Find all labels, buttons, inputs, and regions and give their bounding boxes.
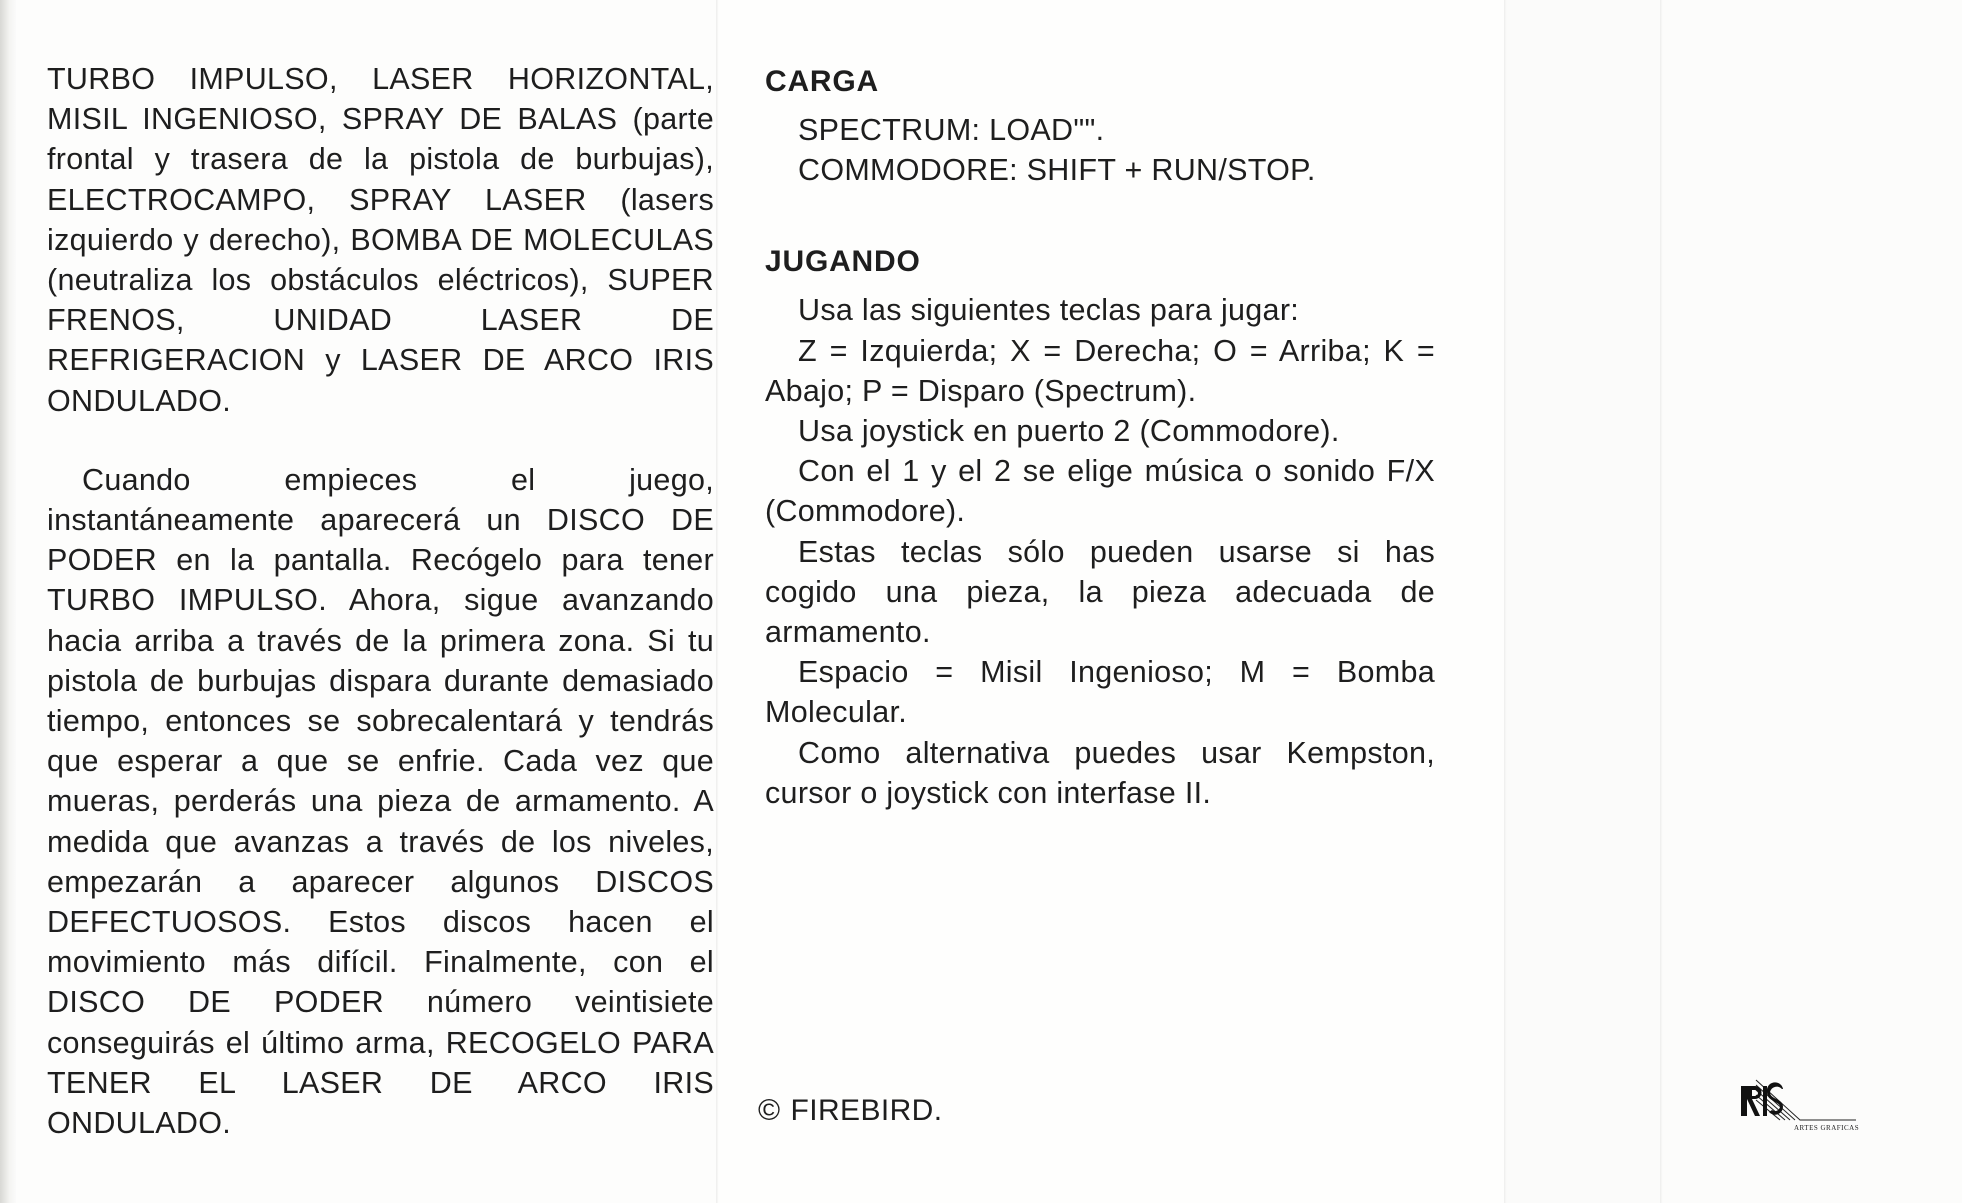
- gameplay-paragraph: Cuando empieces el juego, instantáneamente aparecerá un DISCO DE PODER en la pantalla. Recógelo para tener TURBO IMPULSO. Ahora, sigue avanzando hacia arriba a través de la primera zona. Si tu pistola de burbujas dispara durante demasiado tiempo, entonces se sobrecalentará y tendrás que esperar a que se enfrie. Cada vez que mueras, perderás una pieza de armamento. A medida que avanzas a través de los niveles, empezarán a aparecer algunos DISCOS DEFECTUOSOS. Estos discos hacen el movimiento más difícil. Finalmente, con el DISCO DE PODER número veintisiete conseguirás el último arma, RECOGELO PARA TENER EL LASER DE ARCO IRIS ONDULADO.: [47, 462, 714, 1141]
- fold-line: [716, 0, 719, 1203]
- fold-line: [1660, 0, 1663, 1203]
- play-instruction: Estas teclas sólo pueden usarse si has cogido una pieza, la pieza adecuada de armamento.: [765, 534, 1435, 650]
- copyright-text: FIREBIRD.: [790, 1094, 943, 1127]
- play-instruction: Como alternativa puedes usar Kempston, cursor o joystick con interfase II.: [765, 735, 1435, 810]
- middle-text-column: [765, 62, 1435, 813]
- commodore-load-line: COMMODORE: SHIFT + RUN/STOP.: [798, 153, 1316, 188]
- weapons-paragraph: TURBO IMPULSO, LASER HORIZONTAL, MISIL INGENIOSO, SPRAY DE BALAS (parte frontal y trasera de la pistola de burbujas), ELECTROCAMPO, SPRAY LASER (lasers izquierdo y derecho), BOMBA DE MOLECULAS (neutraliza los obstáculos eléctricos), SUPER FRENOS, UNIDAD LASER DE REFRIGERACION y LASER DE ARCO IRIS ONDULADO.: [47, 62, 714, 418]
- right-panel: [1662, 0, 1962, 1203]
- paper-left-edge: [0, 0, 16, 1203]
- play-instruction: Usa joystick en puerto 2 (Commodore).: [798, 414, 1340, 449]
- left-text-column: [47, 59, 714, 1143]
- fold-line: [1504, 0, 1507, 1203]
- play-instruction: Con el 1 y el 2 se elige música o sonido F/X (Commodore).: [765, 454, 1435, 529]
- spectrum-load-line: SPECTRUM: LOAD"".: [798, 113, 1105, 147]
- jugando-heading: JUGANDO: [765, 245, 921, 279]
- play-instruction: Espacio = Misil Ingenioso; M = Bomba Molecular.: [765, 655, 1435, 730]
- copyright-symbol: ©: [758, 1094, 781, 1127]
- loading-instructions: [765, 110, 1435, 190]
- play-instruction: Z = Izquierda; X = Derecha; O = Arriba; K = Abajo; P = Disparo (Spectrum).: [765, 333, 1435, 408]
- right-narrow-panel: [1506, 0, 1660, 1203]
- logo-subtitle: ARTES GRAFICAS: [1794, 1124, 1860, 1132]
- play-instruction: Usa las siguientes teclas para jugar:: [798, 293, 1300, 328]
- carga-heading: CARGA: [765, 65, 879, 98]
- copyright-notice: [758, 1094, 942, 1128]
